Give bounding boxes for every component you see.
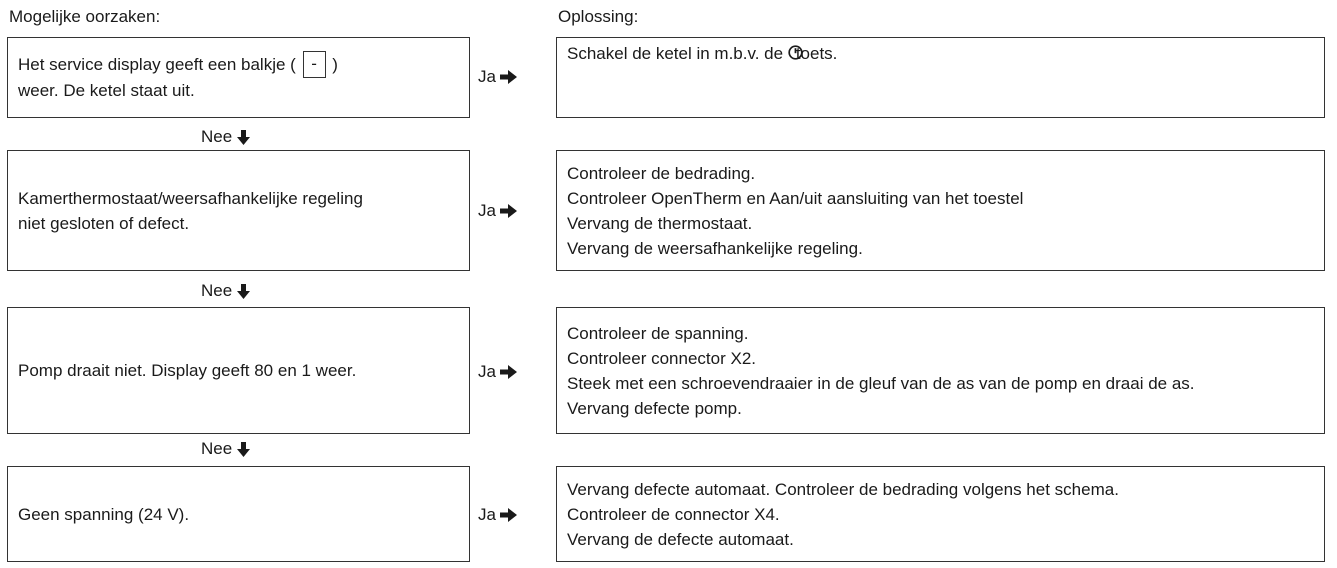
yes-label: Ja bbox=[478, 67, 496, 86]
arrow-down-icon bbox=[237, 284, 250, 299]
solution-line: Vervang defecte pomp. bbox=[567, 398, 742, 418]
cause-line bbox=[18, 52, 459, 78]
solution-header: Oplossing: bbox=[558, 7, 639, 26]
yes-connector bbox=[478, 67, 517, 87]
yes-label: Ja bbox=[478, 505, 496, 524]
yes-label: Ja bbox=[478, 362, 496, 381]
causes-header: Mogelijke oorzaken: bbox=[9, 7, 161, 26]
solution-line: Vervang de thermostaat. bbox=[567, 213, 753, 233]
yes-connector bbox=[478, 201, 517, 221]
solution-text: toets. bbox=[795, 44, 838, 63]
solution-text: Schakel de ketel in m.b.v. de bbox=[567, 44, 784, 63]
cause-line: Kamerthermostaat/weersafhankelijke regeling bbox=[18, 188, 363, 208]
cause-line: niet gesloten of defect. bbox=[18, 213, 190, 233]
yes-connector bbox=[478, 505, 517, 525]
solution-line: Steek met een schroevendraaier in de gleuf van de as van de pomp en draai de as. bbox=[567, 373, 1195, 393]
cause-box-4 bbox=[7, 466, 470, 562]
cause-text: ) bbox=[332, 55, 338, 75]
no-label: Nee bbox=[201, 127, 233, 146]
solution-line: Controleer de bedrading. bbox=[567, 163, 756, 183]
power-icon bbox=[788, 45, 803, 60]
yes-label: Ja bbox=[478, 201, 496, 220]
cause-line: Geen spanning (24 V). bbox=[18, 504, 190, 524]
solution-line: Vervang de weersafhankelijke regeling. bbox=[567, 238, 863, 258]
no-connector bbox=[201, 439, 250, 459]
arrow-down-icon bbox=[237, 130, 250, 145]
arrow-right-icon bbox=[500, 70, 517, 84]
solution-box-4 bbox=[556, 466, 1325, 562]
no-label: Nee bbox=[201, 439, 233, 458]
solution-line: Controleer de spanning. bbox=[567, 323, 749, 343]
cause-box-1 bbox=[7, 37, 470, 118]
solution-box-1 bbox=[556, 37, 1325, 118]
solution-line: Controleer OpenTherm en Aan/uit aansluiting van het toestel bbox=[567, 188, 1024, 208]
cause-box-2 bbox=[7, 150, 470, 271]
solution-line: Vervang defecte automaat. Controleer de bedrading volgens het schema. bbox=[567, 479, 1119, 499]
arrow-right-icon bbox=[500, 365, 517, 379]
arrow-down-icon bbox=[237, 442, 250, 457]
arrow-right-icon bbox=[500, 508, 517, 522]
cause-line: Pomp draait niet. Display geeft 80 en 1 weer. bbox=[18, 361, 357, 380]
cause-line: weer. De ketel staat uit. bbox=[18, 80, 195, 100]
cause-text: Het service display geeft een balkje ( bbox=[18, 55, 296, 75]
cause-box-3 bbox=[7, 307, 470, 434]
no-connector bbox=[201, 281, 250, 301]
no-connector bbox=[201, 127, 250, 147]
yes-connector bbox=[478, 362, 517, 382]
minus-key-symbol: - bbox=[303, 51, 326, 78]
arrow-right-icon bbox=[500, 204, 517, 218]
solution-box-3 bbox=[556, 307, 1325, 434]
solution-line bbox=[567, 41, 1314, 66]
solution-line: Controleer connector X2. bbox=[567, 348, 756, 368]
solution-box-2 bbox=[556, 150, 1325, 271]
solution-line: Controleer de connector X4. bbox=[567, 504, 780, 524]
no-label: Nee bbox=[201, 281, 233, 300]
solution-line: Vervang de defecte automaat. bbox=[567, 529, 794, 549]
